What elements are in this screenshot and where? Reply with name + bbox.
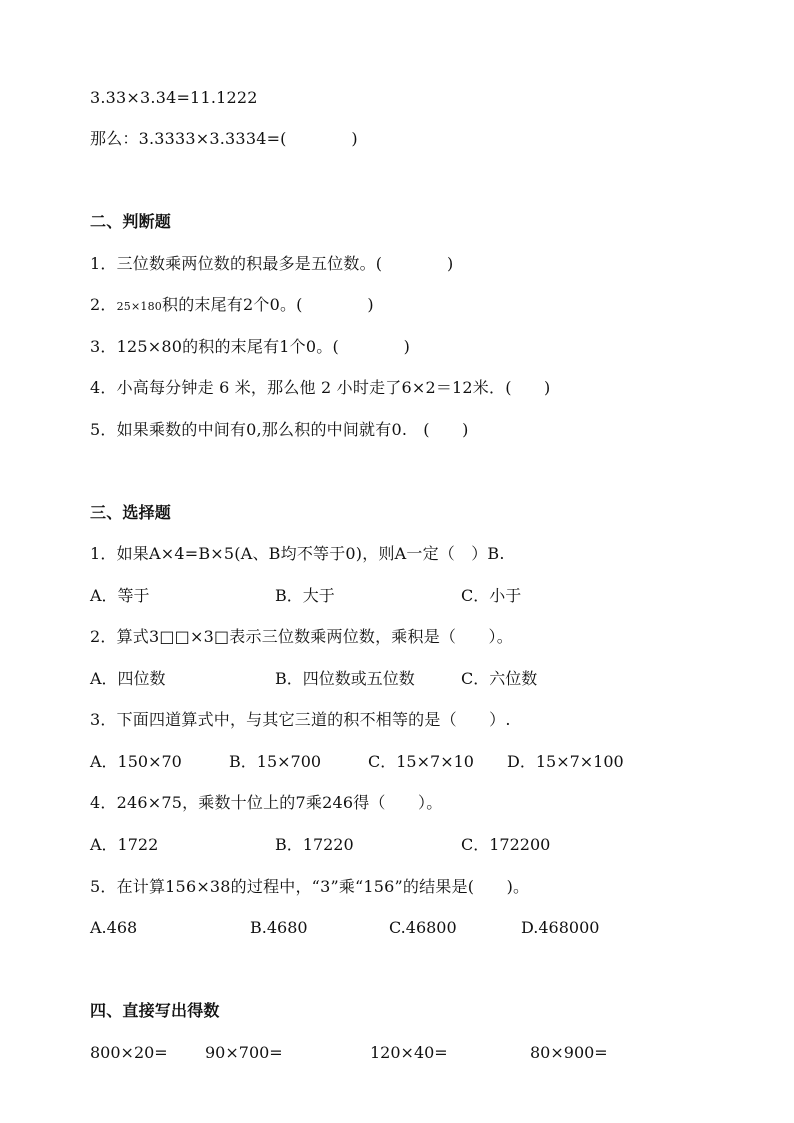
q3-option-c: C．15×7×10 — [368, 752, 474, 771]
q4-option-a: A．1722 — [90, 835, 159, 854]
q3-option-d: D．15×7×100 — [507, 752, 624, 771]
choice-question-2: 2．算式3□□×3□表示三位数乘两位数，乘积是（ ）。 — [90, 627, 513, 646]
judgment-item-3: 3．125×80的积的末尾有1个0。( ) — [90, 337, 411, 356]
choice-question-3: 3．下面四道算式中，与其它三道的积不相等的是（ ）. — [90, 710, 511, 729]
q3-option-a: A．150×70 — [90, 752, 182, 771]
direct-item-4: 80×900= — [530, 1043, 608, 1062]
q1-option-c: C．小于 — [461, 586, 522, 605]
direct-item-1: 800×20= — [90, 1043, 168, 1062]
judgment-item-2-expression: 25×180 — [116, 300, 163, 313]
choice-question-1: 1．如果A×4=B×5(A、B均不等于0)，则A一定（ ）B. — [90, 544, 505, 563]
q5-option-d: D.468000 — [521, 918, 600, 937]
equation-given: 3.33×3.34=11.1222 — [90, 88, 258, 107]
choice-question-4: 4．246×75，乘数十位上的7乘246得（ ）。 — [90, 793, 443, 812]
judgment-item-2-text: 积的末尾有2个0。( ) — [162, 295, 374, 314]
q2-option-c: C．六位数 — [461, 669, 538, 688]
direct-item-2: 90×700= — [205, 1043, 283, 1062]
judgment-item-4: 4．小高每分钟走 6 米，那么他 2 小时走了6×2＝12米．( ) — [90, 378, 551, 397]
equation-question: 那么：3.3333×3.3334=( ) — [90, 129, 358, 148]
q3-option-b: B．15×700 — [229, 752, 322, 771]
q5-option-b: B.4680 — [250, 918, 308, 937]
section-heading-choice: 三、选择题 — [90, 503, 172, 522]
judgment-item-2-number: 2． — [90, 295, 117, 314]
judgment-item-5: 5．如果乘数的中间有0,那么积的中间就有0. ( ) — [90, 420, 469, 439]
judgment-item-1: 1．三位数乘两位数的积最多是五位数。( ) — [90, 254, 454, 273]
section-heading-judgment: 二、判断题 — [90, 212, 172, 231]
q2-option-a: A．四位数 — [90, 669, 166, 688]
direct-item-3: 120×40= — [370, 1043, 448, 1062]
q4-option-c: C．172200 — [461, 835, 551, 854]
choice-question-5: 5．在计算156×38的过程中，“3”乘“156”的结果是( )。 — [90, 877, 530, 896]
q5-option-a: A.468 — [90, 918, 138, 937]
q5-option-c: C.46800 — [389, 918, 457, 937]
q2-option-b: B．四位数或五位数 — [275, 669, 415, 688]
q1-option-a: A．等于 — [90, 586, 150, 605]
judgment-item-2 — [90, 295, 374, 317]
q1-option-b: B．大于 — [275, 586, 335, 605]
section-heading-direct-answers: 四、直接写出得数 — [90, 1001, 220, 1020]
q4-option-b: B．17220 — [275, 835, 354, 854]
